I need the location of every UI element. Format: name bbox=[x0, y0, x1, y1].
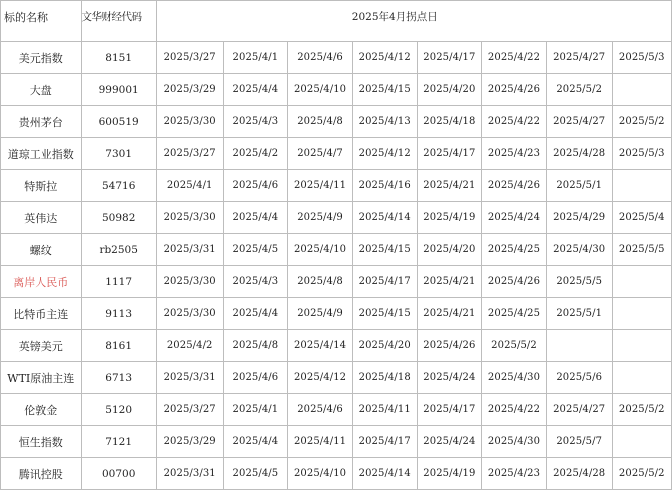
row-name-cell[interactable]: 道琼工业指数 bbox=[1, 138, 82, 170]
date-cell[interactable]: 2025/4/27 bbox=[546, 106, 612, 138]
date-cell[interactable]: 2025/4/11 bbox=[288, 426, 353, 458]
date-cell[interactable]: 2025/4/10 bbox=[288, 74, 353, 106]
date-cell[interactable]: 2025/4/4 bbox=[223, 74, 288, 106]
table-row bbox=[1, 74, 672, 106]
date-cell[interactable]: 2025/3/30 bbox=[156, 298, 223, 330]
table-row bbox=[1, 106, 672, 138]
date-cell[interactable]: 2025/5/2 bbox=[482, 330, 547, 362]
date-cell[interactable]: 2025/4/8 bbox=[223, 330, 288, 362]
date-cell[interactable]: 2025/4/20 bbox=[417, 74, 482, 106]
row-code-cell[interactable]: 00700 bbox=[81, 458, 156, 490]
row-code-cell[interactable]: 600519 bbox=[81, 106, 156, 138]
date-cell[interactable]: 2025/5/4 bbox=[612, 202, 671, 234]
row-code-cell[interactable]: 7121 bbox=[81, 426, 156, 458]
date-cell[interactable]: 2025/4/26 bbox=[482, 170, 547, 202]
row-name-cell[interactable]: 腾讯控股 bbox=[1, 458, 82, 490]
date-cell[interactable]: 2025/4/17 bbox=[352, 266, 417, 298]
date-cell[interactable]: 2025/3/31 bbox=[156, 362, 223, 394]
date-cell[interactable]: 2025/4/15 bbox=[352, 234, 417, 266]
date-cell[interactable]: 2025/4/23 bbox=[482, 138, 547, 170]
date-cell[interactable] bbox=[612, 266, 671, 298]
date-cell[interactable]: 2025/4/14 bbox=[352, 458, 417, 490]
date-cell[interactable] bbox=[546, 330, 612, 362]
date-cell[interactable]: 2025/4/22 bbox=[482, 106, 547, 138]
date-cell[interactable]: 2025/5/6 bbox=[546, 362, 612, 394]
date-cell[interactable]: 2025/4/11 bbox=[352, 394, 417, 426]
date-cell[interactable]: 2025/4/4 bbox=[223, 202, 288, 234]
row-code-cell[interactable]: 8151 bbox=[81, 42, 156, 74]
date-cell[interactable]: 2025/4/2 bbox=[156, 330, 223, 362]
date-cell[interactable]: 2025/4/25 bbox=[482, 298, 547, 330]
date-cell[interactable]: 2025/3/31 bbox=[156, 458, 223, 490]
date-cell[interactable]: 2025/4/16 bbox=[352, 170, 417, 202]
row-name-cell[interactable]: 伦敦金 bbox=[1, 394, 82, 426]
date-cell[interactable]: 2025/4/6 bbox=[223, 362, 288, 394]
date-cell[interactable]: 2025/5/2 bbox=[546, 74, 612, 106]
row-code-cell[interactable]: 54716 bbox=[81, 170, 156, 202]
date-cell[interactable]: 2025/4/24 bbox=[482, 202, 547, 234]
date-cell[interactable]: 2025/5/1 bbox=[546, 298, 612, 330]
table-row bbox=[1, 426, 672, 458]
date-cell[interactable]: 2025/4/1 bbox=[156, 170, 223, 202]
date-cell[interactable]: 2025/4/5 bbox=[223, 458, 288, 490]
row-name-cell[interactable]: 比特币主连 bbox=[1, 298, 82, 330]
date-cell[interactable]: 2025/4/19 bbox=[417, 202, 482, 234]
row-name-cell[interactable]: 大盘 bbox=[1, 74, 82, 106]
date-cell[interactable]: 2025/4/5 bbox=[223, 234, 288, 266]
date-cell[interactable]: 2025/5/2 bbox=[612, 106, 671, 138]
table-row bbox=[1, 170, 672, 202]
table-row bbox=[1, 362, 672, 394]
date-cell[interactable]: 2025/3/30 bbox=[156, 202, 223, 234]
date-cell[interactable]: 2025/4/9 bbox=[288, 298, 353, 330]
date-cell[interactable]: 2025/3/29 bbox=[156, 426, 223, 458]
row-name-cell[interactable]: WTI原油主连 bbox=[1, 362, 82, 394]
date-cell[interactable]: 2025/3/27 bbox=[156, 42, 223, 74]
date-cell[interactable]: 2025/4/8 bbox=[288, 106, 353, 138]
date-cell[interactable]: 2025/5/2 bbox=[612, 458, 671, 490]
table-row bbox=[1, 298, 672, 330]
date-cell[interactable]: 2025/4/1 bbox=[223, 394, 288, 426]
date-cell[interactable]: 2025/4/21 bbox=[417, 266, 482, 298]
date-cell[interactable]: 2025/4/28 bbox=[546, 138, 612, 170]
date-cell[interactable]: 2025/4/22 bbox=[482, 394, 547, 426]
date-cell[interactable]: 2025/3/30 bbox=[156, 266, 223, 298]
header-title-cell: 2025年4月拐点日 bbox=[156, 1, 671, 42]
table-row bbox=[1, 42, 672, 74]
date-cell[interactable]: 2025/5/3 bbox=[612, 42, 671, 74]
date-cell[interactable]: 2025/4/15 bbox=[352, 298, 417, 330]
date-cell[interactable]: 2025/4/23 bbox=[482, 458, 547, 490]
row-name-cell[interactable]: 离岸人民币 bbox=[1, 266, 82, 298]
header-code-cell: 文华财经代码 bbox=[81, 1, 156, 42]
row-code-cell[interactable]: 7301 bbox=[81, 138, 156, 170]
table-row bbox=[1, 202, 672, 234]
header-row bbox=[1, 1, 672, 42]
date-cell[interactable]: 2025/3/31 bbox=[156, 234, 223, 266]
date-cell[interactable]: 2025/4/30 bbox=[482, 426, 547, 458]
date-cell[interactable]: 2025/5/5 bbox=[612, 234, 671, 266]
date-cell[interactable]: 2025/4/27 bbox=[546, 42, 612, 74]
row-code-cell[interactable]: 8161 bbox=[81, 330, 156, 362]
date-cell[interactable]: 2025/4/26 bbox=[417, 330, 482, 362]
date-cell[interactable]: 2025/4/24 bbox=[417, 362, 482, 394]
date-cell[interactable]: 2025/4/18 bbox=[352, 362, 417, 394]
row-name-cell[interactable]: 恒生指数 bbox=[1, 426, 82, 458]
row-name-cell[interactable]: 英镑美元 bbox=[1, 330, 82, 362]
date-cell[interactable]: 2025/4/30 bbox=[482, 362, 547, 394]
date-cell[interactable]: 2025/4/6 bbox=[288, 42, 353, 74]
date-cell[interactable] bbox=[612, 298, 671, 330]
date-cell[interactable]: 2025/4/25 bbox=[482, 234, 547, 266]
date-cell[interactable]: 2025/4/26 bbox=[482, 74, 547, 106]
date-cell[interactable]: 2025/4/8 bbox=[288, 266, 353, 298]
row-name-cell[interactable]: 英伟达 bbox=[1, 202, 82, 234]
date-cell[interactable]: 2025/4/20 bbox=[352, 330, 417, 362]
date-cell[interactable]: 2025/4/28 bbox=[546, 458, 612, 490]
date-cell[interactable]: 2025/4/12 bbox=[352, 138, 417, 170]
date-cell[interactable]: 2025/3/30 bbox=[156, 106, 223, 138]
row-code-cell[interactable]: 5120 bbox=[81, 394, 156, 426]
date-cell[interactable]: 2025/4/29 bbox=[546, 202, 612, 234]
row-code-cell[interactable]: 50982 bbox=[81, 202, 156, 234]
row-code-cell[interactable]: 999001 bbox=[81, 74, 156, 106]
date-cell[interactable]: 2025/5/7 bbox=[546, 426, 612, 458]
row-name-cell[interactable]: 螺纹 bbox=[1, 234, 82, 266]
date-cell[interactable] bbox=[612, 74, 671, 106]
date-cell[interactable]: 2025/4/3 bbox=[223, 266, 288, 298]
date-cell[interactable]: 2025/4/19 bbox=[417, 458, 482, 490]
date-cell[interactable] bbox=[612, 330, 671, 362]
date-cell[interactable] bbox=[612, 170, 671, 202]
date-cell[interactable]: 2025/4/9 bbox=[288, 202, 353, 234]
row-name-cell[interactable]: 特斯拉 bbox=[1, 170, 82, 202]
date-cell[interactable]: 2025/4/27 bbox=[546, 394, 612, 426]
row-code-cell[interactable]: rb2505 bbox=[81, 234, 156, 266]
date-cell[interactable]: 2025/5/3 bbox=[612, 138, 671, 170]
date-cell[interactable]: 2025/4/12 bbox=[288, 362, 353, 394]
date-cell[interactable]: 2025/4/1 bbox=[223, 42, 288, 74]
date-cell[interactable]: 2025/4/21 bbox=[417, 170, 482, 202]
header-name-cell: 标的名称 bbox=[1, 1, 82, 42]
date-cell[interactable]: 2025/4/10 bbox=[288, 458, 353, 490]
date-cell[interactable]: 2025/4/17 bbox=[417, 138, 482, 170]
row-code-cell[interactable]: 6713 bbox=[81, 362, 156, 394]
table-row bbox=[1, 138, 672, 170]
date-cell[interactable]: 2025/5/5 bbox=[546, 266, 612, 298]
date-cell[interactable]: 2025/4/4 bbox=[223, 298, 288, 330]
row-name-cell[interactable]: 美元指数 bbox=[1, 42, 82, 74]
date-cell[interactable]: 2025/4/6 bbox=[288, 394, 353, 426]
date-cell[interactable]: 2025/4/20 bbox=[417, 234, 482, 266]
date-cell[interactable]: 2025/4/14 bbox=[288, 330, 353, 362]
row-code-cell[interactable]: 1117 bbox=[81, 266, 156, 298]
date-cell[interactable]: 2025/4/11 bbox=[288, 170, 353, 202]
date-cell[interactable]: 2025/4/22 bbox=[482, 42, 547, 74]
date-cell[interactable]: 2025/4/15 bbox=[352, 74, 417, 106]
date-cell[interactable]: 2025/5/2 bbox=[612, 394, 671, 426]
date-cell[interactable]: 2025/4/17 bbox=[417, 394, 482, 426]
date-cell[interactable]: 2025/4/3 bbox=[223, 106, 288, 138]
table-row bbox=[1, 266, 672, 298]
date-cell[interactable]: 2025/3/27 bbox=[156, 394, 223, 426]
date-cell[interactable]: 2025/4/13 bbox=[352, 106, 417, 138]
date-cell[interactable]: 2025/4/17 bbox=[352, 426, 417, 458]
date-cell[interactable]: 2025/4/17 bbox=[417, 42, 482, 74]
date-cell[interactable]: 2025/4/18 bbox=[417, 106, 482, 138]
date-cell[interactable] bbox=[612, 426, 671, 458]
table-row bbox=[1, 394, 672, 426]
table-row bbox=[1, 330, 672, 362]
table-row bbox=[1, 234, 672, 266]
date-cell[interactable]: 2025/4/2 bbox=[223, 138, 288, 170]
date-cell[interactable]: 2025/4/14 bbox=[352, 202, 417, 234]
date-cell[interactable]: 2025/4/26 bbox=[482, 266, 547, 298]
date-cell[interactable]: 2025/4/24 bbox=[417, 426, 482, 458]
date-cell[interactable]: 2025/4/6 bbox=[223, 170, 288, 202]
date-cell[interactable]: 2025/4/10 bbox=[288, 234, 353, 266]
row-code-cell[interactable]: 9113 bbox=[81, 298, 156, 330]
date-cell[interactable]: 2025/4/21 bbox=[417, 298, 482, 330]
date-cell[interactable]: 2025/3/27 bbox=[156, 138, 223, 170]
row-name-cell[interactable]: 贵州茅台 bbox=[1, 106, 82, 138]
date-cell[interactable]: 2025/4/12 bbox=[352, 42, 417, 74]
date-cell[interactable] bbox=[612, 362, 671, 394]
date-cell[interactable]: 2025/4/7 bbox=[288, 138, 353, 170]
date-cell[interactable]: 2025/3/29 bbox=[156, 74, 223, 106]
date-cell[interactable]: 2025/5/1 bbox=[546, 170, 612, 202]
date-cell[interactable]: 2025/4/4 bbox=[223, 426, 288, 458]
date-cell[interactable]: 2025/4/30 bbox=[546, 234, 612, 266]
table-row bbox=[1, 458, 672, 490]
